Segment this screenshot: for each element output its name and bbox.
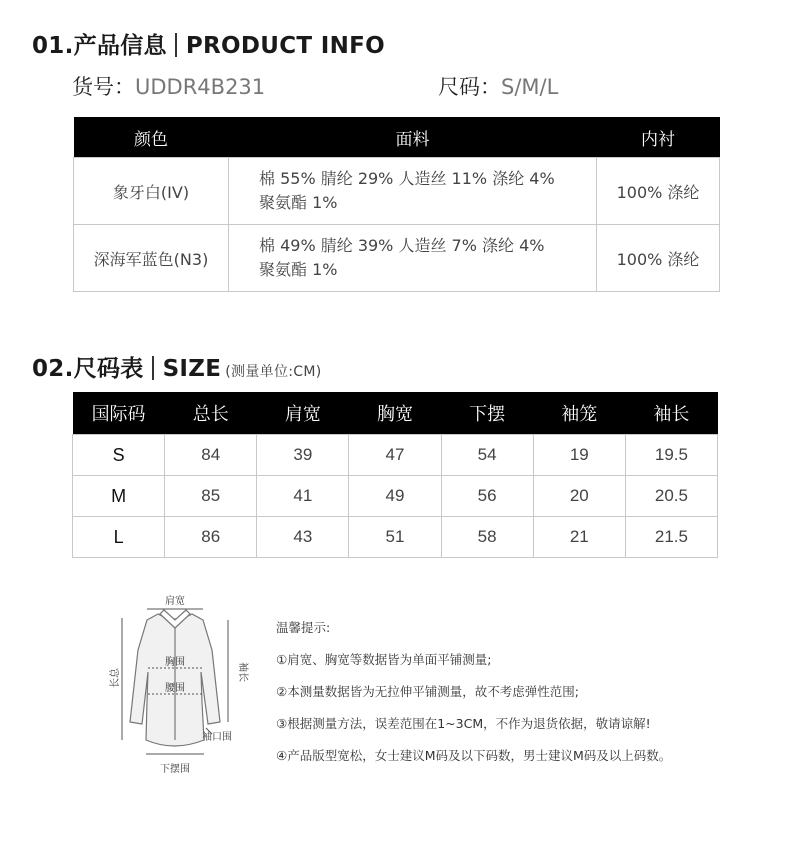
size-cell: 84 [165,435,257,476]
size-cell: 51 [349,517,441,558]
size-cell: 47 [349,435,441,476]
diagram-label-armhole: 袖口围 [202,732,232,743]
size-cell: 41 [257,476,349,517]
sku-label: 货号： [72,75,135,99]
section-title-product-info [32,27,385,60]
sku-value: UDDR4B231 [135,75,266,99]
size-table [72,392,718,558]
diagram-label-chest: 胸围 [165,657,185,668]
size-label: 尺码： [438,75,501,99]
composition-line: 聚氨酯 1% [259,193,338,212]
table-row [74,225,720,292]
section-number: 02. [32,356,74,382]
size-value: S/M/L [501,75,559,99]
tips-panel [276,618,671,778]
header-chest: 胸宽 [349,392,441,435]
dress-outline-icon [130,610,220,746]
title-divider [152,356,154,380]
section-number: 01. [32,33,74,59]
section-title-cn: 尺码表 [73,356,144,382]
color-cell: 深海军蓝色(N3) [74,225,229,292]
table-row [74,158,720,225]
size-cell: 56 [441,476,533,517]
fabric-table-header [74,117,720,158]
size-cell: 49 [349,476,441,517]
size-cell: 43 [257,517,349,558]
diagram-label-shoulder: 肩宽 [165,596,185,607]
size-table-header [73,392,718,435]
header-sleeve: 袖长 [625,392,717,435]
size-label-cell: L [73,517,165,558]
size-label-cell: S [73,435,165,476]
diagram-label-waist: 腰围 [165,683,185,694]
composition-line: 聚氨酯 1% [259,260,338,279]
composition-line: 棉 49% 腈纶 39% 人造丝 7% 涤纶 4% [259,236,545,255]
size-cell: 86 [165,517,257,558]
section-title-size [32,350,321,383]
size-cell: 20.5 [625,476,717,517]
header-shoulder: 肩宽 [257,392,349,435]
header-total-length: 总长 [165,392,257,435]
diagram-label-total-length: 长总 [110,668,121,688]
composition-cell [229,158,597,225]
lining-cell: 100% 涤纶 [597,158,720,225]
tips-title: 温馨提示: [276,620,331,635]
header-fabric: 面料 [229,117,597,158]
size-cell: 19.5 [625,435,717,476]
size-cell: 21 [533,517,625,558]
header-hem: 下摆 [441,392,533,435]
tip-item: ②本测量数据皆为无拉伸平铺测量，故不考虑弹性范围; [276,684,579,699]
table-row [73,476,718,517]
size-cell: 85 [165,476,257,517]
size-cell: 58 [441,517,533,558]
diagram-label-sleeve-length: 袖长 [237,662,248,682]
garment-measurement-diagram [100,590,260,780]
size-cell: 54 [441,435,533,476]
composition-cell [229,225,597,292]
size-info [438,71,558,101]
size-cell: 39 [257,435,349,476]
size-cell: 21.5 [625,517,717,558]
header-intl-size: 国际码 [73,392,165,435]
composition-line: 棉 55% 腈纶 29% 人造丝 11% 涤纶 4% [259,169,555,188]
section-title-en: PRODUCT INFO [185,33,385,59]
header-color: 颜色 [74,117,229,158]
diagram-label-hem: 下摆围 [160,764,190,775]
lining-cell: 100% 涤纶 [597,225,720,292]
color-cell: 象牙白(IV) [74,158,229,225]
size-cell: 19 [533,435,625,476]
tip-item: ④产品版型宽松，女士建议M码及以下码数，男士建议M码及以上码数。 [276,748,672,763]
header-lining: 内衬 [597,117,720,158]
header-armhole: 袖笼 [533,392,625,435]
sku-info [72,71,265,101]
tip-item: ①肩宽、胸宽等数据皆为单面平铺测量; [276,652,492,667]
tip-item: ③根据测量方法，误差范围在1~3CM，不作为退货依据，敬请谅解! [276,716,651,731]
section-title-cn: 产品信息 [73,33,167,59]
fabric-table [73,117,720,292]
title-divider [175,33,177,57]
unit-note: (测量单位:CM) [225,364,322,380]
size-label-cell: M [73,476,165,517]
table-row [73,517,718,558]
section-title-en: SIZE [162,356,222,382]
table-row [73,435,718,476]
size-cell: 20 [533,476,625,517]
